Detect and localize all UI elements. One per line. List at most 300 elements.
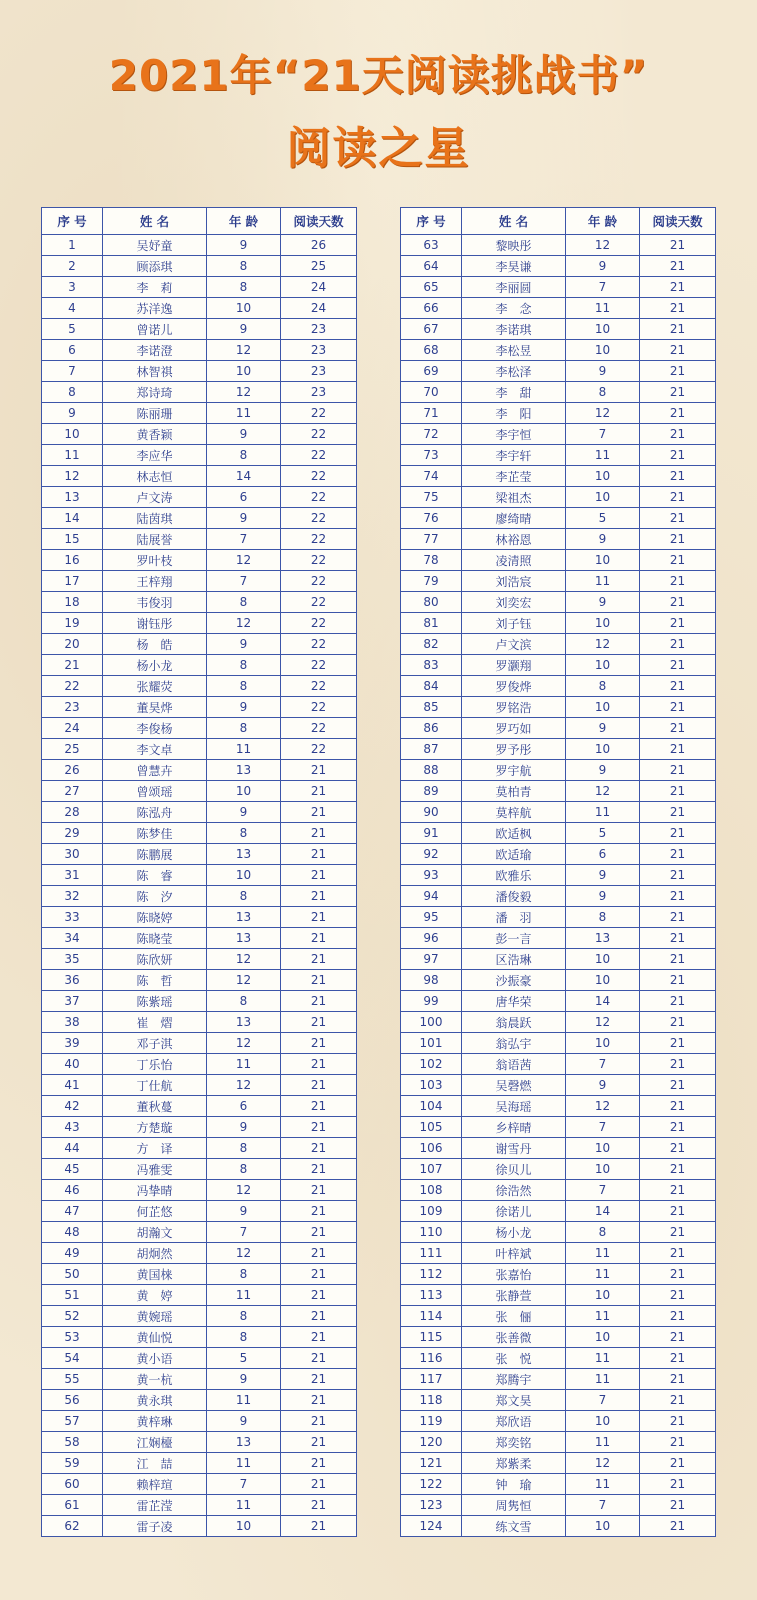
table-row bbox=[42, 1495, 357, 1516]
cell-days: 21 bbox=[640, 760, 716, 781]
cell-age: 8 bbox=[207, 886, 281, 907]
table-row bbox=[401, 655, 716, 676]
cell-no: 119 bbox=[401, 1411, 462, 1432]
cell-no: 94 bbox=[401, 886, 462, 907]
cell-age: 12 bbox=[207, 970, 281, 991]
table-row bbox=[42, 1117, 357, 1138]
cell-days: 22 bbox=[281, 613, 357, 634]
cell-days: 21 bbox=[640, 1159, 716, 1180]
cell-no: 7 bbox=[42, 361, 103, 382]
table-row bbox=[42, 718, 357, 739]
table-row bbox=[42, 1516, 357, 1537]
cell-days: 21 bbox=[640, 865, 716, 886]
roster-table-right bbox=[400, 207, 716, 1537]
cell-no: 14 bbox=[42, 508, 103, 529]
cell-age: 8 bbox=[566, 382, 640, 403]
cell-age: 12 bbox=[207, 382, 281, 403]
cell-days: 21 bbox=[640, 634, 716, 655]
cell-age: 10 bbox=[566, 739, 640, 760]
table-row bbox=[42, 403, 357, 424]
table-row bbox=[401, 403, 716, 424]
cell-days: 21 bbox=[281, 991, 357, 1012]
cell-name: 陈 汐 bbox=[103, 886, 207, 907]
table-row bbox=[42, 487, 357, 508]
cell-name: 刘子钰 bbox=[462, 613, 566, 634]
table-row bbox=[42, 1369, 357, 1390]
cell-no: 42 bbox=[42, 1096, 103, 1117]
cell-age: 7 bbox=[566, 1390, 640, 1411]
cell-no: 33 bbox=[42, 907, 103, 928]
table-row bbox=[42, 1264, 357, 1285]
table-row bbox=[42, 382, 357, 403]
cell-name: 陈晓莹 bbox=[103, 928, 207, 949]
cell-name: 苏洋逸 bbox=[103, 298, 207, 319]
table-row bbox=[401, 802, 716, 823]
cell-name: 方 译 bbox=[103, 1138, 207, 1159]
cell-age: 9 bbox=[566, 1075, 640, 1096]
table-row bbox=[42, 802, 357, 823]
cell-no: 28 bbox=[42, 802, 103, 823]
cell-no: 37 bbox=[42, 991, 103, 1012]
cell-age: 8 bbox=[207, 1306, 281, 1327]
cell-name: 陆茵琪 bbox=[103, 508, 207, 529]
cell-name: 徐诺儿 bbox=[462, 1201, 566, 1222]
cell-age: 11 bbox=[566, 802, 640, 823]
cell-name: 郑文昊 bbox=[462, 1390, 566, 1411]
cell-days: 21 bbox=[640, 1201, 716, 1222]
cell-age: 7 bbox=[566, 1495, 640, 1516]
table-row bbox=[42, 949, 357, 970]
table-row bbox=[401, 466, 716, 487]
table-row bbox=[401, 529, 716, 550]
table-row bbox=[401, 1306, 716, 1327]
column-header-age: 年 龄 bbox=[207, 208, 281, 235]
table-row bbox=[42, 361, 357, 382]
cell-name: 刘浩宸 bbox=[462, 571, 566, 592]
cell-age: 9 bbox=[566, 886, 640, 907]
cell-age: 10 bbox=[566, 655, 640, 676]
cell-age: 9 bbox=[566, 361, 640, 382]
cell-name: 杨 皓 bbox=[103, 634, 207, 655]
cell-name: 黄 婷 bbox=[103, 1285, 207, 1306]
cell-days: 21 bbox=[640, 1054, 716, 1075]
table-row bbox=[401, 928, 716, 949]
cell-days: 21 bbox=[640, 508, 716, 529]
cell-name: 赖梓瑄 bbox=[103, 1474, 207, 1495]
cell-age: 8 bbox=[207, 676, 281, 697]
cell-days: 21 bbox=[281, 1054, 357, 1075]
cell-no: 87 bbox=[401, 739, 462, 760]
cell-name: 卢文滨 bbox=[462, 634, 566, 655]
cell-days: 21 bbox=[640, 592, 716, 613]
cell-age: 7 bbox=[566, 1117, 640, 1138]
cell-days: 21 bbox=[640, 1012, 716, 1033]
cell-age: 11 bbox=[207, 1390, 281, 1411]
cell-no: 67 bbox=[401, 319, 462, 340]
cell-age: 9 bbox=[207, 424, 281, 445]
cell-name: 黄小语 bbox=[103, 1348, 207, 1369]
cell-age: 11 bbox=[566, 1306, 640, 1327]
cell-no: 38 bbox=[42, 1012, 103, 1033]
cell-days: 21 bbox=[281, 1474, 357, 1495]
cell-days: 21 bbox=[640, 907, 716, 928]
cell-no: 47 bbox=[42, 1201, 103, 1222]
cell-age: 11 bbox=[566, 1264, 640, 1285]
cell-days: 22 bbox=[281, 655, 357, 676]
table-row bbox=[42, 865, 357, 886]
cell-no: 106 bbox=[401, 1138, 462, 1159]
cell-name: 莫柏青 bbox=[462, 781, 566, 802]
cell-age: 7 bbox=[207, 571, 281, 592]
cell-age: 12 bbox=[207, 340, 281, 361]
cell-age: 8 bbox=[207, 1264, 281, 1285]
cell-name: 冯挚晴 bbox=[103, 1180, 207, 1201]
cell-no: 52 bbox=[42, 1306, 103, 1327]
cell-no: 15 bbox=[42, 529, 103, 550]
cell-age: 11 bbox=[566, 1432, 640, 1453]
table-row bbox=[401, 1201, 716, 1222]
cell-days: 21 bbox=[281, 1201, 357, 1222]
cell-no: 9 bbox=[42, 403, 103, 424]
cell-days: 21 bbox=[640, 802, 716, 823]
cell-name: 凌清照 bbox=[462, 550, 566, 571]
table-row bbox=[401, 760, 716, 781]
cell-days: 21 bbox=[281, 844, 357, 865]
cell-age: 9 bbox=[207, 319, 281, 340]
cell-no: 2 bbox=[42, 256, 103, 277]
cell-age: 12 bbox=[566, 403, 640, 424]
cell-no: 97 bbox=[401, 949, 462, 970]
roster-table-left bbox=[41, 207, 357, 1537]
cell-name: 张静萱 bbox=[462, 1285, 566, 1306]
table-row bbox=[401, 1474, 716, 1495]
cell-age: 12 bbox=[207, 550, 281, 571]
table-row bbox=[401, 739, 716, 760]
cell-name: 黄永琪 bbox=[103, 1390, 207, 1411]
cell-age: 12 bbox=[207, 1243, 281, 1264]
cell-no: 118 bbox=[401, 1390, 462, 1411]
cell-age: 12 bbox=[566, 235, 640, 256]
cell-days: 21 bbox=[640, 403, 716, 424]
cell-age: 10 bbox=[566, 1033, 640, 1054]
cell-no: 93 bbox=[401, 865, 462, 886]
table-row bbox=[401, 718, 716, 739]
table-row bbox=[42, 655, 357, 676]
table-row bbox=[401, 256, 716, 277]
cell-age: 10 bbox=[566, 1411, 640, 1432]
cell-age: 8 bbox=[207, 277, 281, 298]
cell-no: 41 bbox=[42, 1075, 103, 1096]
cell-age: 7 bbox=[566, 1054, 640, 1075]
cell-no: 6 bbox=[42, 340, 103, 361]
table-row bbox=[401, 823, 716, 844]
cell-no: 104 bbox=[401, 1096, 462, 1117]
table-row bbox=[401, 1243, 716, 1264]
cell-name: 翁弘宇 bbox=[462, 1033, 566, 1054]
cell-no: 82 bbox=[401, 634, 462, 655]
cell-days: 22 bbox=[281, 571, 357, 592]
cell-name: 张耀荧 bbox=[103, 676, 207, 697]
cell-days: 21 bbox=[281, 1180, 357, 1201]
cell-no: 17 bbox=[42, 571, 103, 592]
cell-no: 78 bbox=[401, 550, 462, 571]
cell-days: 21 bbox=[281, 1243, 357, 1264]
cell-name: 李芷莹 bbox=[462, 466, 566, 487]
cell-age: 13 bbox=[207, 928, 281, 949]
table-row bbox=[401, 907, 716, 928]
table-row bbox=[401, 1222, 716, 1243]
cell-days: 21 bbox=[281, 907, 357, 928]
table-row bbox=[42, 1411, 357, 1432]
cell-days: 21 bbox=[640, 1453, 716, 1474]
cell-age: 10 bbox=[566, 1159, 640, 1180]
cell-days: 21 bbox=[281, 802, 357, 823]
cell-no: 83 bbox=[401, 655, 462, 676]
cell-no: 77 bbox=[401, 529, 462, 550]
cell-no: 66 bbox=[401, 298, 462, 319]
table-row bbox=[42, 466, 357, 487]
cell-no: 74 bbox=[401, 466, 462, 487]
cell-days: 21 bbox=[281, 1390, 357, 1411]
cell-age: 10 bbox=[566, 949, 640, 970]
table-row bbox=[401, 1096, 716, 1117]
cell-name: 罗灏翔 bbox=[462, 655, 566, 676]
table-row bbox=[401, 235, 716, 256]
table-row bbox=[42, 1474, 357, 1495]
cell-days: 21 bbox=[640, 571, 716, 592]
table-row bbox=[401, 991, 716, 1012]
table-row bbox=[42, 571, 357, 592]
cell-age: 9 bbox=[207, 1411, 281, 1432]
table-row bbox=[42, 550, 357, 571]
cell-no: 117 bbox=[401, 1369, 462, 1390]
cell-days: 22 bbox=[281, 634, 357, 655]
table-row bbox=[42, 1243, 357, 1264]
cell-age: 13 bbox=[207, 907, 281, 928]
cell-name: 冯雅雯 bbox=[103, 1159, 207, 1180]
cell-name: 黄一杭 bbox=[103, 1369, 207, 1390]
cell-name: 李昊谦 bbox=[462, 256, 566, 277]
table-row bbox=[401, 1117, 716, 1138]
cell-no: 101 bbox=[401, 1033, 462, 1054]
cell-name: 江 喆 bbox=[103, 1453, 207, 1474]
cell-age: 5 bbox=[566, 508, 640, 529]
cell-days: 22 bbox=[281, 487, 357, 508]
table-row bbox=[401, 319, 716, 340]
cell-name: 陈鹏展 bbox=[103, 844, 207, 865]
table-row bbox=[42, 424, 357, 445]
cell-age: 12 bbox=[566, 781, 640, 802]
cell-age: 11 bbox=[566, 1348, 640, 1369]
cell-name: 李 阳 bbox=[462, 403, 566, 424]
cell-name: 董秋蔓 bbox=[103, 1096, 207, 1117]
cell-age: 10 bbox=[566, 487, 640, 508]
cell-no: 31 bbox=[42, 865, 103, 886]
cell-no: 75 bbox=[401, 487, 462, 508]
cell-no: 80 bbox=[401, 592, 462, 613]
cell-days: 21 bbox=[281, 823, 357, 844]
cell-no: 4 bbox=[42, 298, 103, 319]
table-row bbox=[401, 592, 716, 613]
cell-no: 100 bbox=[401, 1012, 462, 1033]
cell-days: 21 bbox=[640, 319, 716, 340]
cell-age: 9 bbox=[566, 529, 640, 550]
cell-days: 21 bbox=[640, 613, 716, 634]
cell-days: 21 bbox=[281, 1348, 357, 1369]
cell-name: 张 俪 bbox=[462, 1306, 566, 1327]
cell-days: 21 bbox=[640, 718, 716, 739]
cell-days: 21 bbox=[640, 655, 716, 676]
cell-name: 何芷悠 bbox=[103, 1201, 207, 1222]
cell-age: 8 bbox=[207, 1138, 281, 1159]
cell-name: 崔 熠 bbox=[103, 1012, 207, 1033]
cell-age: 8 bbox=[207, 655, 281, 676]
cell-name: 廖绮晴 bbox=[462, 508, 566, 529]
table-row bbox=[401, 865, 716, 886]
cell-no: 71 bbox=[401, 403, 462, 424]
table-row bbox=[401, 550, 716, 571]
cell-days: 21 bbox=[281, 1222, 357, 1243]
cell-age: 8 bbox=[207, 592, 281, 613]
cell-name: 李应华 bbox=[103, 445, 207, 466]
cell-no: 59 bbox=[42, 1453, 103, 1474]
cell-days: 21 bbox=[640, 1327, 716, 1348]
cell-age: 7 bbox=[566, 1180, 640, 1201]
cell-name: 黎映彤 bbox=[462, 235, 566, 256]
cell-name: 卢文涛 bbox=[103, 487, 207, 508]
cell-age: 6 bbox=[207, 487, 281, 508]
cell-days: 21 bbox=[281, 1264, 357, 1285]
cell-days: 21 bbox=[640, 1075, 716, 1096]
cell-name: 李松昱 bbox=[462, 340, 566, 361]
cell-no: 79 bbox=[401, 571, 462, 592]
cell-name: 潘 羽 bbox=[462, 907, 566, 928]
cell-name: 雷芷滢 bbox=[103, 1495, 207, 1516]
table-row bbox=[42, 298, 357, 319]
cell-age: 12 bbox=[566, 1096, 640, 1117]
cell-age: 12 bbox=[207, 613, 281, 634]
table-row bbox=[401, 781, 716, 802]
cell-name: 丁仕航 bbox=[103, 1075, 207, 1096]
cell-name: 陈梦佳 bbox=[103, 823, 207, 844]
cell-age: 6 bbox=[566, 844, 640, 865]
cell-name: 张 悦 bbox=[462, 1348, 566, 1369]
cell-age: 9 bbox=[566, 592, 640, 613]
cell-age: 6 bbox=[207, 1096, 281, 1117]
cell-days: 21 bbox=[281, 1432, 357, 1453]
cell-no: 115 bbox=[401, 1327, 462, 1348]
table-row bbox=[42, 1201, 357, 1222]
cell-name: 罗俊烨 bbox=[462, 676, 566, 697]
cell-days: 23 bbox=[281, 361, 357, 382]
cell-no: 88 bbox=[401, 760, 462, 781]
cell-days: 21 bbox=[640, 361, 716, 382]
cell-days: 21 bbox=[281, 781, 357, 802]
table-row bbox=[401, 382, 716, 403]
table-row bbox=[401, 1012, 716, 1033]
cell-days: 21 bbox=[640, 1243, 716, 1264]
cell-no: 19 bbox=[42, 613, 103, 634]
column-header-no: 序 号 bbox=[401, 208, 462, 235]
cell-no: 69 bbox=[401, 361, 462, 382]
table-row bbox=[42, 1222, 357, 1243]
cell-age: 10 bbox=[207, 781, 281, 802]
cell-no: 20 bbox=[42, 634, 103, 655]
cell-name: 曾慧卉 bbox=[103, 760, 207, 781]
table-row bbox=[401, 1033, 716, 1054]
cell-days: 22 bbox=[281, 466, 357, 487]
cell-name: 罗宇航 bbox=[462, 760, 566, 781]
table-row bbox=[401, 634, 716, 655]
cell-name: 区浩琳 bbox=[462, 949, 566, 970]
cell-name: 李丽圆 bbox=[462, 277, 566, 298]
cell-days: 21 bbox=[281, 1495, 357, 1516]
cell-name: 罗巧如 bbox=[462, 718, 566, 739]
cell-age: 8 bbox=[207, 1159, 281, 1180]
cell-days: 21 bbox=[640, 1264, 716, 1285]
cell-days: 21 bbox=[640, 970, 716, 991]
cell-name: 李 念 bbox=[462, 298, 566, 319]
cell-age: 12 bbox=[207, 949, 281, 970]
cell-days: 21 bbox=[640, 1474, 716, 1495]
table-row bbox=[401, 1054, 716, 1075]
cell-no: 65 bbox=[401, 277, 462, 298]
cell-age: 11 bbox=[207, 403, 281, 424]
table-row bbox=[42, 928, 357, 949]
cell-no: 12 bbox=[42, 466, 103, 487]
cell-age: 11 bbox=[207, 739, 281, 760]
cell-no: 90 bbox=[401, 802, 462, 823]
table-row bbox=[42, 613, 357, 634]
cell-no: 1 bbox=[42, 235, 103, 256]
cell-days: 21 bbox=[281, 928, 357, 949]
cell-age: 9 bbox=[566, 718, 640, 739]
cell-age: 10 bbox=[207, 298, 281, 319]
cell-no: 85 bbox=[401, 697, 462, 718]
table-row bbox=[42, 697, 357, 718]
cell-no: 64 bbox=[401, 256, 462, 277]
cell-age: 13 bbox=[207, 1012, 281, 1033]
table-row bbox=[42, 319, 357, 340]
cell-no: 107 bbox=[401, 1159, 462, 1180]
cell-age: 9 bbox=[207, 697, 281, 718]
cell-name: 翁语茜 bbox=[462, 1054, 566, 1075]
cell-no: 26 bbox=[42, 760, 103, 781]
table-row bbox=[42, 991, 357, 1012]
cell-days: 23 bbox=[281, 382, 357, 403]
cell-name: 李俊杨 bbox=[103, 718, 207, 739]
cell-days: 21 bbox=[640, 466, 716, 487]
column-header-days: 阅读天数 bbox=[640, 208, 716, 235]
cell-no: 124 bbox=[401, 1516, 462, 1537]
cell-no: 45 bbox=[42, 1159, 103, 1180]
cell-name: 林智祺 bbox=[103, 361, 207, 382]
cell-no: 62 bbox=[42, 1516, 103, 1537]
cell-age: 13 bbox=[207, 1432, 281, 1453]
cell-age: 7 bbox=[207, 1222, 281, 1243]
cell-name: 梁祖杰 bbox=[462, 487, 566, 508]
cell-age: 10 bbox=[566, 319, 640, 340]
table-row bbox=[401, 1411, 716, 1432]
cell-name: 林志恒 bbox=[103, 466, 207, 487]
table-row bbox=[42, 1033, 357, 1054]
cell-no: 36 bbox=[42, 970, 103, 991]
cell-days: 21 bbox=[640, 1495, 716, 1516]
cell-no: 68 bbox=[401, 340, 462, 361]
cell-days: 21 bbox=[640, 1516, 716, 1537]
table-row bbox=[401, 1516, 716, 1537]
cell-age: 8 bbox=[207, 823, 281, 844]
